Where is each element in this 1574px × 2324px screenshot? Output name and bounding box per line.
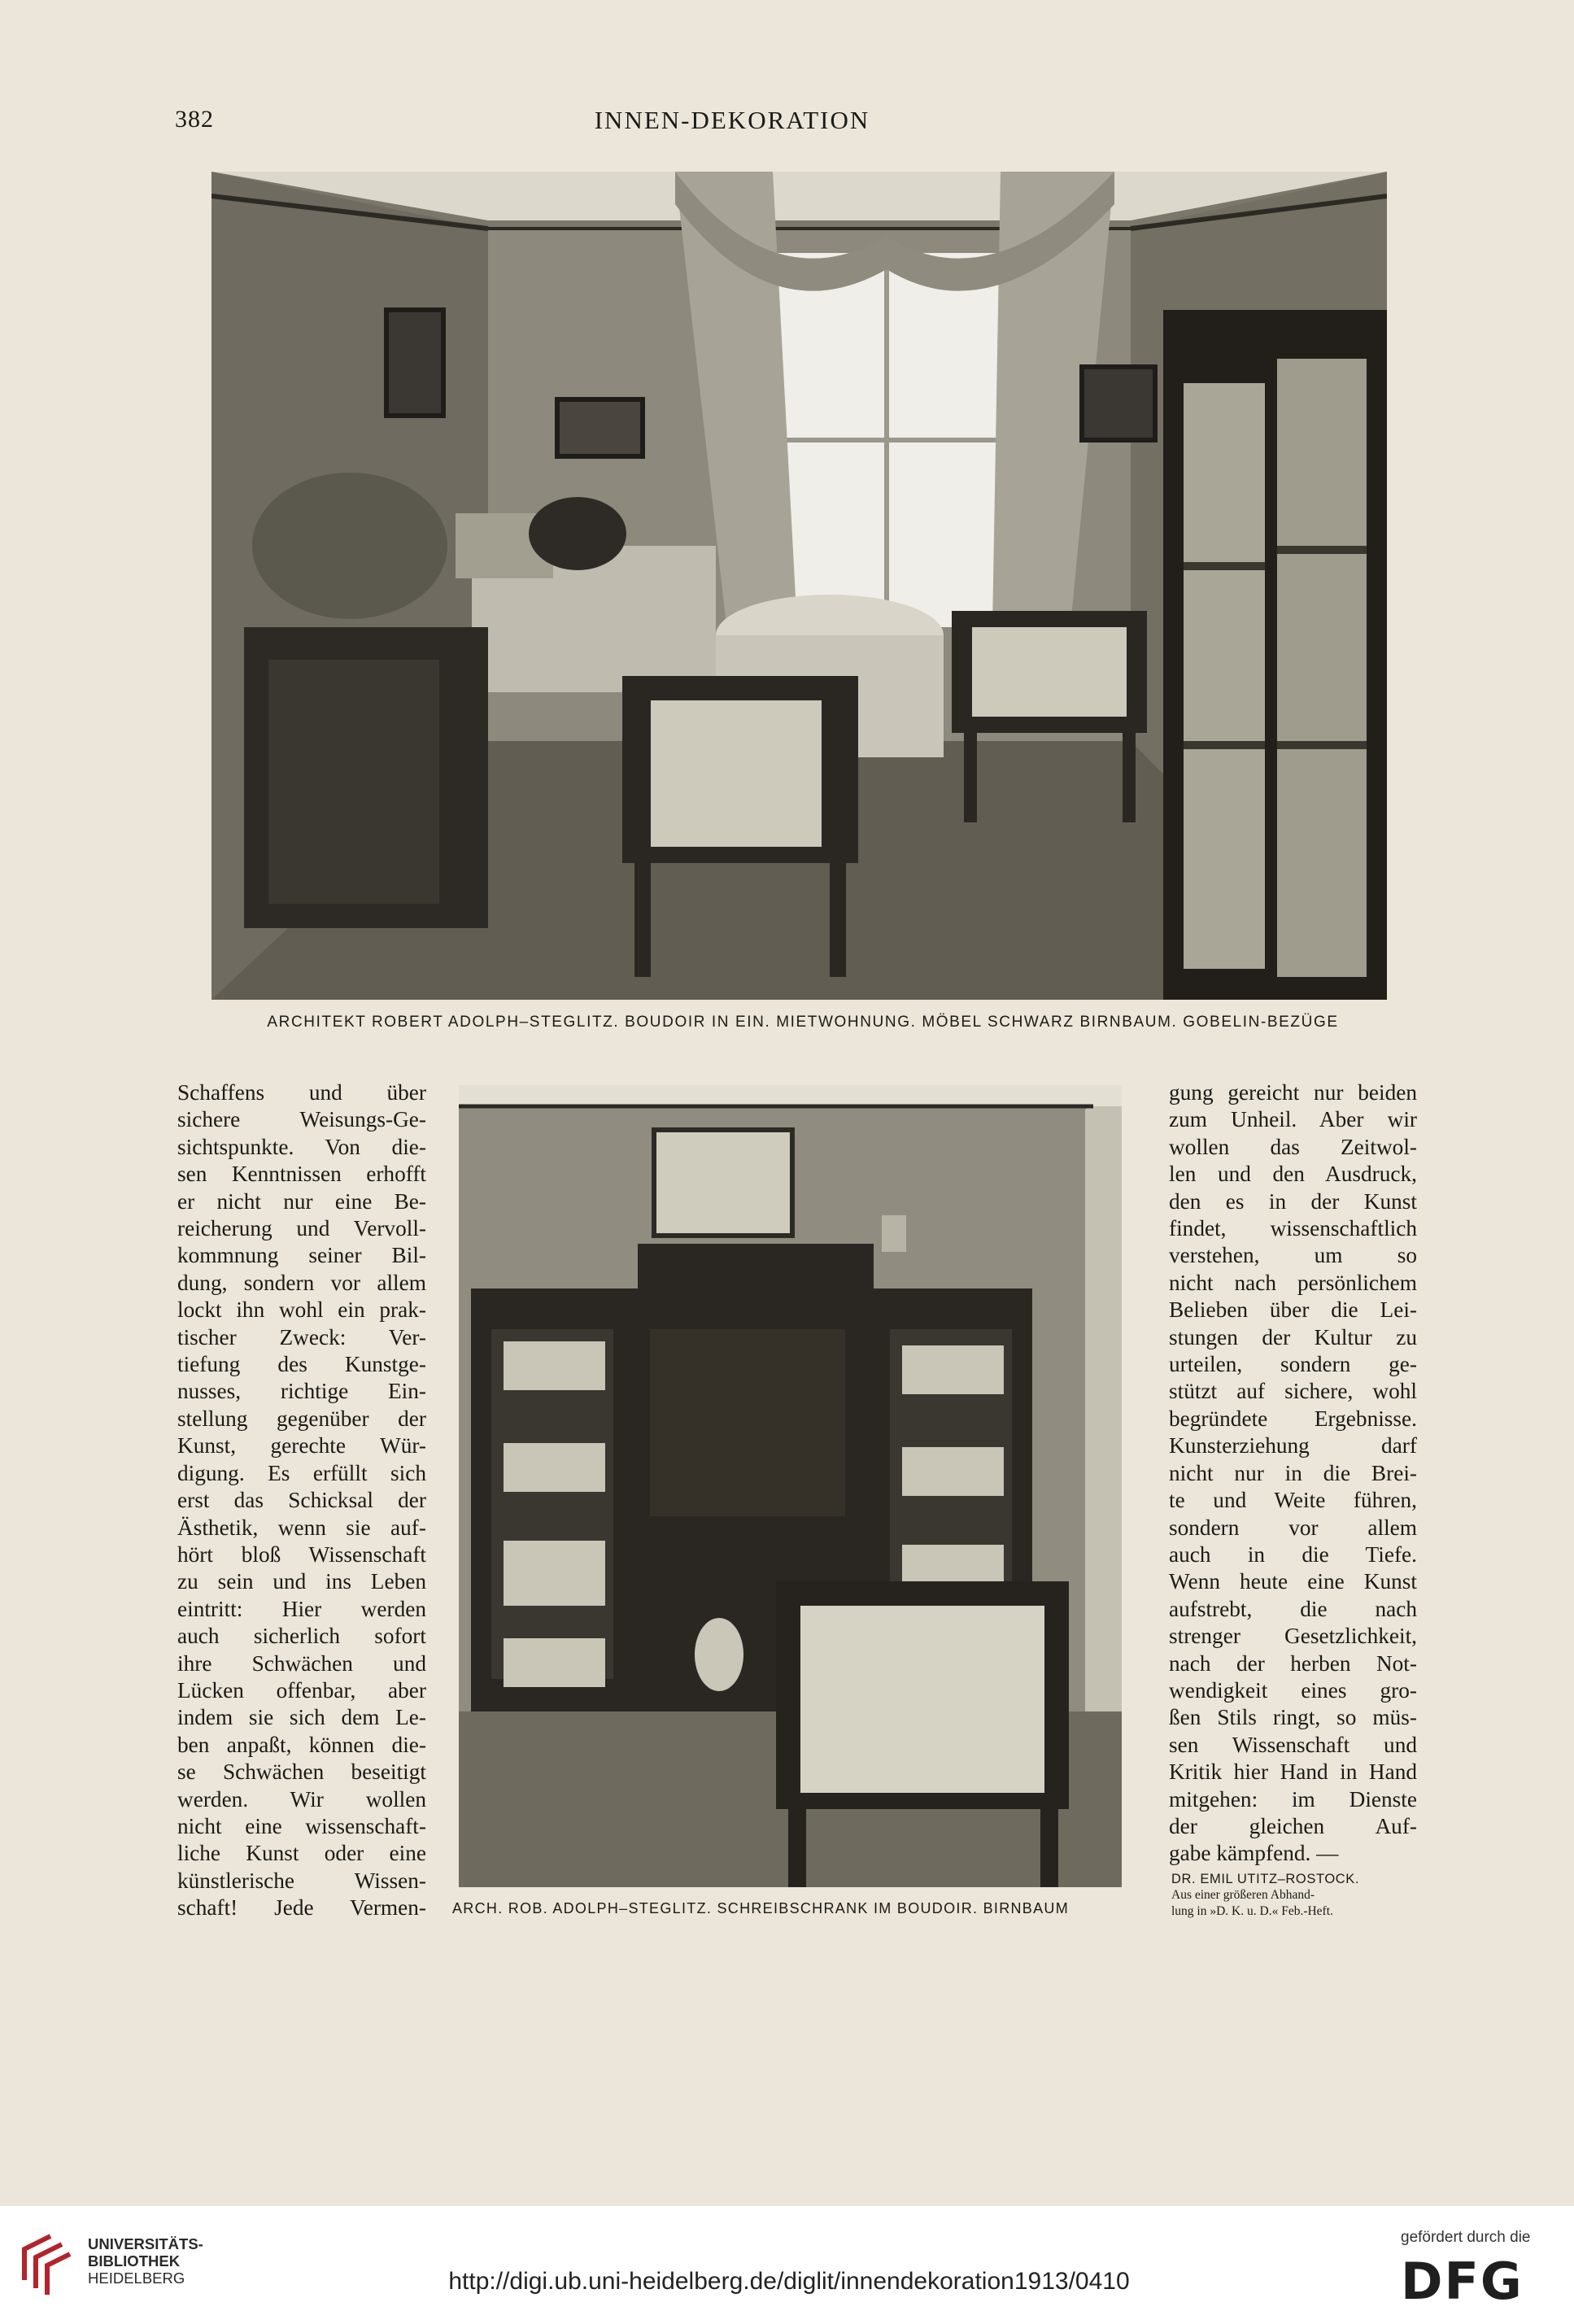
text-line: nusses, richtige Ein- <box>177 1379 426 1404</box>
text-line: schaft! Jede Vermen- <box>177 1895 426 1921</box>
text-line: digung. Es erfüllt sich <box>177 1460 426 1485</box>
text-line: auch in die Tiefe. <box>1169 1541 1417 1567</box>
text-line: gabe kämpfend. — <box>1169 1841 1339 1866</box>
text-line: Belieben über die Lei- <box>1169 1297 1417 1323</box>
text-line: mitgehen: im Dienste <box>1169 1786 1417 1812</box>
text-line: tiefung des Kunstge- <box>177 1352 426 1377</box>
text-line: Kunst, gerechte Wür- <box>177 1433 426 1458</box>
text-line: stungen der Kultur zu <box>1169 1324 1417 1349</box>
text-line: der gleichen Auf- <box>1169 1813 1417 1838</box>
text-line: se Schwächen beseitigt <box>177 1759 426 1785</box>
dfg-logo: DFG <box>1401 2252 1524 2311</box>
text-line: strenger Gesetzlichkeit, <box>1169 1624 1417 1649</box>
text-line: stellung gegenüber der <box>177 1406 426 1431</box>
text-line: lockt ihn wohl ein prak- <box>177 1297 426 1323</box>
text-line: Wenn heute eine Kunst <box>1169 1569 1417 1594</box>
boudoir-photo <box>211 172 1387 1000</box>
journal-title: INNEN-DEKORATION <box>594 106 870 134</box>
text-line: liche Kunst oder eine <box>177 1841 426 1866</box>
left-text-column <box>177 1079 426 1922</box>
text-line: er nicht nur eine Be- <box>177 1188 426 1214</box>
text-line: wollen das Zeitwol- <box>1169 1134 1417 1159</box>
text-line: ßen Stils ringt, so müs- <box>1169 1705 1417 1730</box>
text-line: werden. Wir wollen <box>177 1786 426 1812</box>
text-line: gung gereicht nur beiden <box>1169 1080 1417 1105</box>
text-line: len und den Ausdruck, <box>1169 1162 1417 1187</box>
text-line: nicht nach persönlichem <box>1169 1270 1417 1295</box>
text-line: zu sein und ins Leben <box>177 1569 426 1594</box>
text-line: sen Kenntnissen erhofft <box>177 1162 426 1187</box>
text-line: Lücken offenbar, aber <box>177 1677 426 1703</box>
text-line: tischer Zweck: Ver- <box>177 1324 426 1349</box>
figure1-caption: ARCHITEKT ROBERT ADOLPH–STEGLITZ. BOUDOIR IN EIN. MIETWOHNUNG. MÖBEL SCHWARZ BIRNBAUM. GOBELIN-BEZÜGE <box>267 1014 1339 1031</box>
text-line: indem sie sich dem Le- <box>177 1705 426 1730</box>
text-line: wendigkeit eines gro- <box>1169 1677 1417 1703</box>
author-signature <box>1171 1871 1419 1920</box>
text-line: Schaffens und über <box>177 1080 426 1105</box>
right-text-column <box>1169 1079 1417 1868</box>
text-line: findet, wissenschaftlich <box>1169 1216 1417 1241</box>
text-line: erst das Schicksal der <box>177 1488 426 1513</box>
text-line: sen Wissenschaft und <box>1169 1732 1417 1757</box>
writing-cabinet-photo <box>459 1085 1122 1887</box>
figure2-caption: ARCH. ROB. ADOLPH–STEGLITZ. SCHREIBSCHRANK IM BOUDOIR. BIRNBAUM <box>452 1900 1070 1916</box>
source-note-line: Aus einer größeren Abhand- <box>1171 1888 1315 1902</box>
library-name: UNIVERSITÄTS- BIBLIOTHEK HEIDELBERG <box>88 2235 203 2287</box>
text-line: auch sicherlich sofort <box>177 1624 426 1649</box>
text-line: Kritik hier Hand in Hand <box>1169 1759 1417 1785</box>
text-line: sondern vor allem <box>1169 1515 1417 1540</box>
text-line: nach der herben Not- <box>1169 1650 1417 1676</box>
text-line: den es in der Kunst <box>1169 1188 1417 1214</box>
text-line: ihre Schwächen und <box>177 1650 426 1676</box>
text-line: nicht nur in die Brei- <box>1169 1460 1417 1485</box>
text-line: Ästhetik, wenn sie auf- <box>177 1515 426 1540</box>
university-library-logo-icon <box>18 2231 75 2298</box>
text-line: verstehen, um so <box>1169 1243 1417 1268</box>
text-line: künstlerische Wissen- <box>177 1868 426 1893</box>
text-line: reicherung und Vervoll- <box>177 1216 426 1241</box>
text-line: hört bloß Wissenschaft <box>177 1541 426 1567</box>
text-line: aufstrebt, die nach <box>1169 1596 1417 1621</box>
text-line: sichtspunkte. Von die- <box>177 1134 426 1159</box>
text-line: nicht eine wissenschaft- <box>177 1813 426 1838</box>
page-number: 382 <box>175 106 214 133</box>
digitization-footer <box>0 2206 1574 2324</box>
source-url-link[interactable]: http://digi.ub.uni-heidelberg.de/diglit/innendekoration1913/0410 <box>448 2268 1130 2295</box>
text-line: begründete Ergebnisse. <box>1169 1406 1417 1431</box>
text-line: Kunsterziehung darf <box>1169 1433 1417 1458</box>
text-line: zum Unheil. Aber wir <box>1169 1107 1417 1132</box>
text-line: stützt auf sichere, wohl <box>1169 1379 1417 1404</box>
text-line: ben anpaßt, können die- <box>177 1732 426 1757</box>
text-line: te und Weite führen, <box>1169 1488 1417 1513</box>
text-line: sichere Weisungs-Ge- <box>177 1107 426 1132</box>
sponsor-label: gefördert durch die <box>1401 2229 1531 2246</box>
text-line: eintritt: Hier werden <box>177 1596 426 1621</box>
source-note-line: lung in »D. K. u. D.« Feb.-Heft. <box>1171 1904 1333 1918</box>
text-line: kommnung seiner Bil- <box>177 1243 426 1268</box>
text-line: dung, sondern vor allem <box>177 1270 426 1295</box>
author-name: DR. EMIL UTITZ–ROSTOCK. <box>1171 1872 1360 1886</box>
text-line: urteilen, sondern ge- <box>1169 1352 1417 1377</box>
